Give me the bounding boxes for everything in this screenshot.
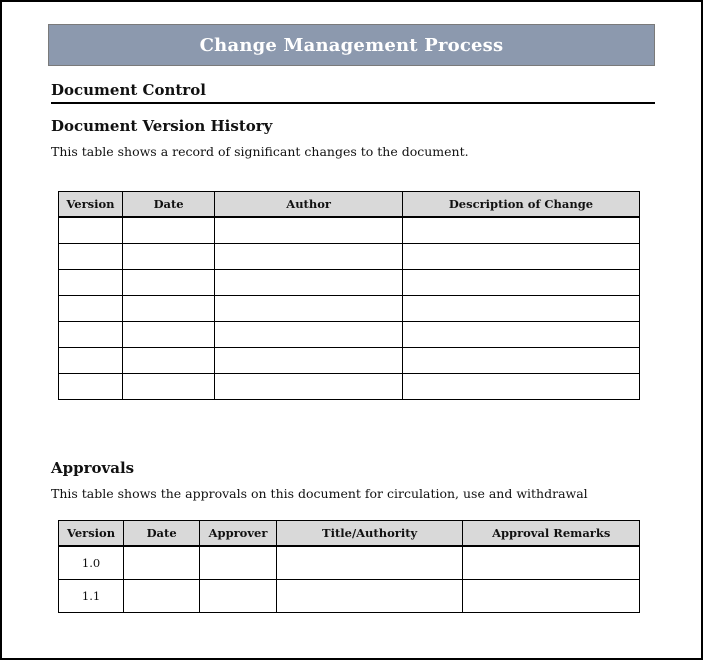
table-cell	[215, 348, 403, 374]
approvals-description: This table shows the approvals on this document for circulation, use and withdrawal	[51, 486, 588, 501]
table-cell	[122, 217, 214, 244]
column-header: Approver	[200, 521, 277, 547]
column-header: Date	[124, 521, 200, 547]
table-cell	[402, 322, 639, 348]
table-cell	[402, 244, 639, 270]
table-cell	[402, 296, 639, 322]
version-history-heading: Document Version History	[51, 117, 273, 135]
approvals-table	[58, 520, 640, 613]
table-cell	[59, 374, 123, 400]
column-header: Approval Remarks	[463, 521, 640, 547]
table-cell	[402, 348, 639, 374]
version-history-description: This table shows a record of significant changes to the document.	[51, 144, 469, 159]
table-cell	[122, 244, 214, 270]
page-content	[2, 24, 701, 613]
table-row	[59, 296, 640, 322]
document-control-heading: Document Control	[51, 81, 655, 104]
title-banner	[48, 24, 655, 66]
header-row	[59, 521, 640, 547]
column-header: Author	[215, 192, 403, 218]
header-row	[59, 192, 640, 218]
table-cell	[463, 580, 640, 613]
table-cell	[59, 348, 123, 374]
approvals-heading: Approvals	[51, 459, 135, 477]
table-cell	[59, 244, 123, 270]
table-cell	[215, 244, 403, 270]
table-cell	[215, 217, 403, 244]
table-cell	[122, 270, 214, 296]
table-cell	[463, 546, 640, 580]
column-header: Description of Change	[402, 192, 639, 218]
table-cell	[124, 580, 200, 613]
table-cell	[122, 374, 214, 400]
table-row	[59, 322, 640, 348]
version-history-table	[58, 191, 640, 400]
table-cell	[215, 322, 403, 348]
table-row	[59, 546, 640, 580]
table-cell: 1.1	[59, 580, 124, 613]
table-cell	[59, 296, 123, 322]
column-header: Title/Authority	[276, 521, 463, 547]
table-row	[59, 217, 640, 244]
table-cell	[59, 270, 123, 296]
table-row	[59, 374, 640, 400]
table-cell	[122, 296, 214, 322]
table-row	[59, 348, 640, 374]
column-header: Version	[59, 192, 123, 218]
table-cell	[276, 580, 463, 613]
table-cell	[200, 546, 277, 580]
table-cell	[215, 270, 403, 296]
table-cell	[122, 348, 214, 374]
table-cell	[402, 217, 639, 244]
table-cell	[59, 322, 123, 348]
column-header: Date	[122, 192, 214, 218]
table-cell	[124, 546, 200, 580]
table-cell	[59, 217, 123, 244]
table-row	[59, 270, 640, 296]
column-header: Version	[59, 521, 124, 547]
table-cell: 1.0	[59, 546, 124, 580]
table-row	[59, 580, 640, 613]
table-row	[59, 244, 640, 270]
table-cell	[122, 322, 214, 348]
table-cell	[200, 580, 277, 613]
table-cell	[402, 270, 639, 296]
document-title: Change Management Process	[199, 34, 504, 56]
table-cell	[402, 374, 639, 400]
table-cell	[215, 296, 403, 322]
table-cell	[215, 374, 403, 400]
table-cell	[276, 546, 463, 580]
